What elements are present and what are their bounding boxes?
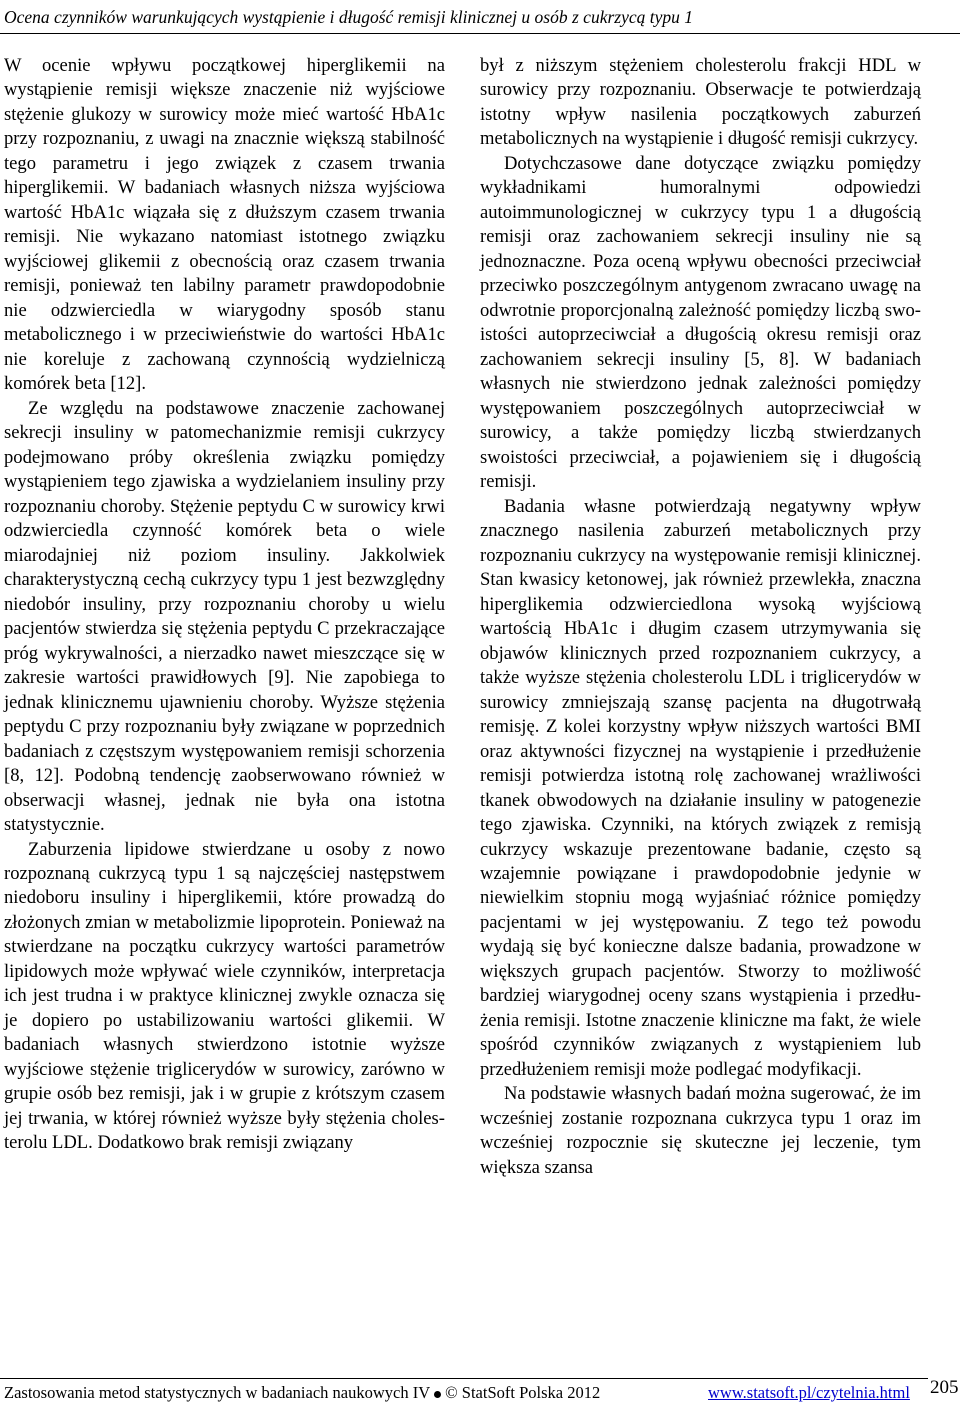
paragraph: Dotychczasowe dane dotyczące związku pomiędzy wykładnikami humoralnymi odpowiedzi autoimmunologicznej w cukrzycy typu 1 a długością remisji oraz zachowaniem sekrecji insuliny nie są jednoznaczne. Poza oceną wpływu obecności przeciwciał przeciwko poszczególnym antygenom zwracano uwagę na odwrotnie proporcjonalną zależność pomiędzy liczbą swoistości autoprzeciwciał a długością okresu remisji oraz zachowaniem sekrecji insuliny [5, 8]. W badaniach własnych nie stwierdzono jednak zależności pomiędzy występowaniem poszczególnych autoprzeciwciał w surowicy, a także pomiędzy liczbą stwierdzanych swoistości przeciwciał, a pojawieniem się i długością remisji. [480, 152, 921, 493]
page-footer [4, 1377, 960, 1405]
footer-publication-title: Zastosowania metod statystycznych w badaniach naukowych IV [4, 1383, 431, 1402]
paragraph: był z niższym stężeniem cholesterolu frakcji HDL w surowicy przy rozpoznaniu. Obserwacje te potwierdzają istotny wpływ nasilenia początkowych zaburzeń metabolicznych na wystąpienie i długość remisji cukrzycy. [480, 55, 921, 150]
running-header [0, 0, 960, 34]
right-column [480, 54, 921, 1180]
footer-divider [0, 1378, 928, 1379]
paragraph: Zaburzenia lipidowe stwierdzane u osoby z nowo rozpoznaną cukrzycą typu 1 są najczęściej następstwem niedoboru insuliny i hiperglikemii, które prowadzą do złożonych zmian w metabolizmie lipoprotein. Ponieważ na stwierdzane na początku cukrzycy wartości parametrów lipidowych może wpływać wiele czynników, interpretacja ich jest trudna i w praktyce klinicznej zwykle oznacza się je dopiero po ustabilizowaniu wartości glikemii. W badaniach własnych stwierdzono istotnie wyższe wyjściowe stężenie triglicerydów w surowicy, zarówno w grupie osób bez remisji, jak i w grupie z krótszym czasem jej trwania, w której również wyższe były stężenia cholesterolu LDL. Dodatkowo brak remisji związany [4, 838, 445, 1154]
paragraph: Badania własne potwierdzają negatywny wpływ znacznego nasilenia zaburzeń metabolicznych przy rozpoznaniu cukrzycy na występowanie remisji klinicznej. Stan kwasicy ketonowej, jak również przewlekła, znaczna hiperglikemia odzwierciedlona wysoką wyjściową wartością HbA1c i długim czasem utrzymywania się objawów klinicznych przed rozpoznaniem cukrzycy, a także wyższe stężenia cholesterolu LDL i triglicerydów w surowicy zmniejszają szansę pacjenta na długotrwałą remisję. Z kolei korzystny wpływ niższych wartości BMI oraz aktywności fizycznej na wystąpienie i przedłużenie remisji potwierdza istotną rolę zachowanej wrażliwości tkanek obwodowych na działanie insuliny w patogenezie tego zjawiska. Czynniki, na których związek z remisją cukrzycy wskazuje prezentowane badanie, często są wzajemnie powiązane i prawdopodobnie jedynie w niewielkim stopniu mogą wyjaśniać różnice pomiędzy pacjentami w jej występowaniu. Z tego też powodu wydają się być konieczne dalsze badania, prowadzone w większych grupach pacjentów. Stworzy to możliwość bardziej wiarygodnej oceny szans wystąpienia i przedłużenia remisji. Istotne znaczenie kliniczne ma fakt, że wiele spośród czynników związanych z wystąpieniem lub przedłużeniem remisji może podlegać modyfikacji. [480, 495, 921, 1080]
running-header-title: Ocena czynników warunkujących wystąpienie i długość remisji klinicznej u osób z cukrzycą typu 1 [4, 7, 693, 27]
footer-left [4, 1383, 600, 1403]
page-number: 205 [930, 1377, 959, 1398]
left-column [4, 54, 445, 1156]
bullet-icon [434, 1391, 441, 1398]
footer-publisher: © StatSoft Polska 2012 [445, 1383, 601, 1402]
paragraph: Na podstawie własnych badań można sugerować, że im wcześniej zostanie rozpoznana cukrzyca typu 1 oraz im wcześniej rozpocznie się skuteczne jej leczenie, tym większa szansa [480, 1083, 921, 1178]
paragraph: W ocenie wpływu początkowej hiperglikemii na wystąpienie remisji większe znaczenie niż wyjściowe stężenie glukozy w surowicy może mieć wartość HbA1c przy rozpoznaniu, z uwagi na znacznie większą stabilność tego parametru i jego związek z czasem trwania hiperglikemii. W badaniach własnych niższa wyjściowa wartość HbA1c wiązała się z dłuższym czasem trwania remisji. Nie wykazano natomiast istotnego związku wyjściowej glikemii z obecnością oraz czasem trwania remisji, ponieważ ten labilny parametr prawdopodobnie nie odzwierciedla w wiarygodny sposób stanu metabolicznego i w przeciwieństwie do wartości HbA1c nie koreluje z zachowaną czynnością wydzielniczą komórek beta [12]. [4, 55, 445, 395]
paragraph: Ze względu na podstawowe znaczenie zachowanej sekrecji insuliny w patomechanizmie remisji cukrzycy podejmowano próby określenia związku pomiędzy wystąpieniem tego zjawiska a wydzielaniem insuliny przy rozpoznaniu choroby. Stężenie peptydu C w surowicy krwi odzwierciedla czynność komórek beta o wiele miarodajniej niż poziom insuliny. Jakkolwiek charakterystyczną cechą cukrzycy typu 1 jest bezwzględny niedobór insuliny, przy rozpoznaniu choroby u wielu pacjentów stwierdza się stężenia peptydu C przekraczające próg wykrywalności, a nierzadko nawet mieszczące się w zakresie wartości prawidłowych [9]. Nie zapobiega to jednak klinicznemu ujawnieniu choroby. Wyższe stężenia peptydu C przy rozpoznaniu były związane w poprzednich badaniach z częstszym występowaniem remisji schorzenia [8, 12]. Podobną tendencję zaobserwowano również w obserwacji własnej, jednak nie była ona istotna statystycznie. [4, 397, 445, 836]
footer-link[interactable]: www.statsoft.pl/czytelnia.html [708, 1383, 910, 1402]
